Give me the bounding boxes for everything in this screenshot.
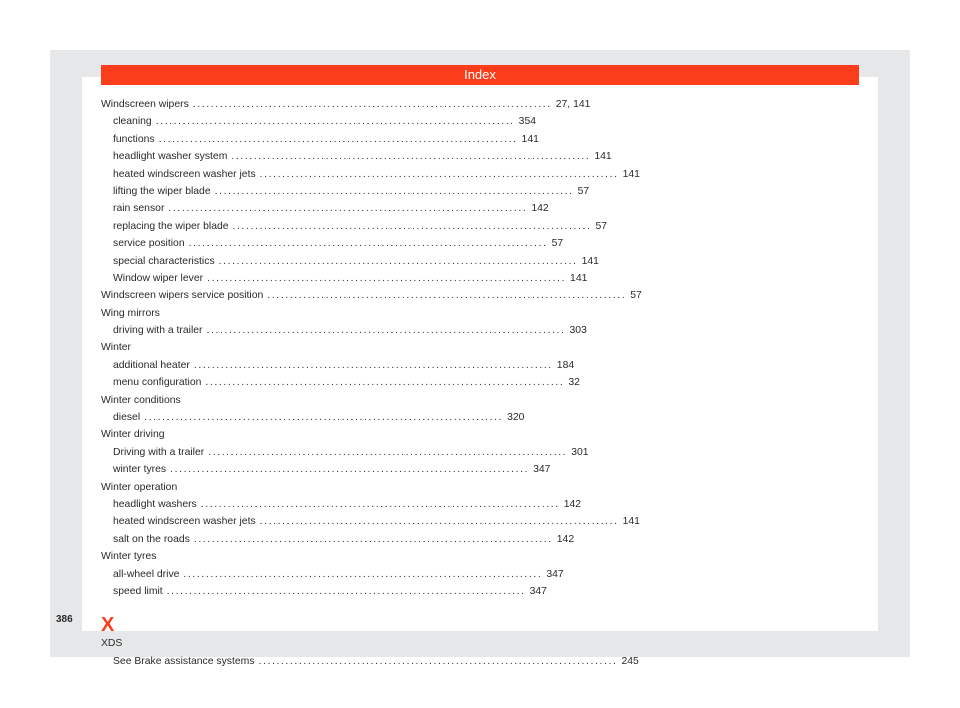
index-subentry [101, 151, 612, 168]
index-page-ref: 27, 141 [555, 99, 591, 110]
leader-dots: ................................................................................ [267, 290, 627, 302]
index-subentry [101, 185, 590, 203]
index-subentry [101, 203, 549, 220]
index-term: cleaning [113, 116, 152, 128]
index-page-ref: 141 [622, 168, 640, 180]
index-subentry [101, 220, 608, 238]
leader-dots: ................................................................................ [158, 133, 518, 145]
index-term: winter tyres [113, 464, 167, 476]
index-page-ref: 141 [581, 255, 599, 267]
index-heading [101, 429, 343, 446]
leader-dots: ................................................................................ [218, 255, 578, 267]
index-page-ref: 141 [521, 133, 539, 145]
index-page-ref: 141 [622, 516, 640, 528]
index-page-ref: 142 [563, 498, 582, 510]
leader-dots: ................................................................................ [200, 498, 560, 510]
index-page-ref: 347 [529, 585, 547, 597]
leader-dots: ................................................................................ [193, 359, 553, 371]
leader-dots: ................................................................................ [170, 464, 530, 476]
index-term: Wing mirrors [101, 307, 160, 319]
index-term: heated windscreen washer jets [113, 168, 256, 180]
index-term: Winter [101, 342, 132, 354]
index-header: Index [101, 65, 859, 85]
index-term: special characteristics [113, 255, 215, 267]
index-term: salt on the roads [113, 533, 190, 545]
index-page-ref: 184 [556, 359, 575, 371]
index-page-ref: 301 [571, 446, 589, 458]
index-subentry [101, 533, 575, 551]
index-term: Window wiper lever [113, 272, 204, 284]
index-heading [101, 308, 343, 325]
index-heading [101, 482, 343, 499]
index-term: headlight washer system [113, 151, 228, 163]
index-subentry [101, 325, 587, 342]
index-term: heated windscreen washer jets [113, 516, 256, 528]
page-number: 386 [56, 614, 73, 625]
index-term: Winter operation [101, 481, 178, 493]
index-term: all-wheel drive [113, 568, 180, 580]
index-term: rain sensor [113, 203, 165, 215]
index-term: speed limit [113, 585, 163, 597]
index-subentry [101, 116, 537, 133]
index-term: lifting the wiper blade [113, 185, 211, 197]
index-group-x [101, 638, 639, 673]
index-term: Driving with a trailer [113, 446, 205, 458]
index-term: functions [113, 133, 155, 145]
leader-dots: ................................................................................ [166, 585, 526, 597]
index-term: Windscreen wipers service position [101, 290, 264, 302]
index-subentry [101, 446, 589, 464]
index-term: Windscreen wipers [101, 99, 189, 110]
index-term: Winter driving [101, 429, 165, 441]
index-page-ref: 347 [546, 568, 564, 580]
index-entry [101, 290, 642, 307]
index-subentry [101, 377, 580, 394]
index-subentry [101, 359, 575, 377]
index-heading [101, 638, 343, 655]
leader-dots: ................................................................................ [155, 116, 515, 128]
leader-dots: ................................................................................ [183, 568, 543, 580]
index-term: diesel [113, 412, 141, 424]
index-term: service position [113, 238, 185, 250]
index-page-ref: 320 [507, 412, 525, 424]
index-subentry [101, 655, 639, 673]
index-page-ref: 142 [531, 203, 549, 215]
index-term: replacing the wiper blade [113, 220, 229, 232]
leader-dots: ................................................................................ [168, 203, 528, 215]
index-subentry [101, 272, 588, 290]
index-subentry [101, 464, 551, 481]
index-term: Winter conditions [101, 394, 181, 406]
index-subentry [101, 412, 525, 429]
index-heading [101, 551, 343, 568]
index-term: Winter tyres [101, 551, 157, 563]
index-list [101, 99, 642, 673]
leader-dots: ................................................................................ [193, 533, 553, 545]
index-entry [101, 99, 591, 116]
index-subentry [101, 516, 640, 533]
index-term: menu configuration [113, 377, 202, 389]
index-subentry [101, 238, 564, 255]
index-page-ref: 57 [577, 185, 590, 197]
index-subentry [101, 585, 547, 603]
index-term: XDS [101, 638, 123, 650]
leader-dots: ................................................................................ [192, 99, 552, 110]
index-page-ref: 142 [556, 533, 575, 545]
index-page-ref: 57 [595, 220, 608, 232]
leader-dots: ................................................................................ [207, 272, 567, 284]
leader-dots: ................................................................................ [259, 168, 619, 180]
index-group-w [101, 99, 642, 603]
leader-dots: ................................................................................ [188, 238, 548, 250]
leader-dots: ................................................................................ [144, 412, 504, 424]
index-subentry [101, 498, 582, 516]
index-page-ref: 303 [569, 325, 587, 337]
index-term: additional heater [113, 359, 190, 371]
leader-dots: ................................................................................ [214, 185, 574, 197]
index-page-ref: 347 [533, 464, 551, 476]
index-page-ref: 245 [621, 655, 639, 667]
leader-dots: ................................................................................ [231, 151, 591, 163]
index-subentry [101, 568, 564, 586]
index-subentry [101, 255, 599, 273]
leader-dots: ................................................................................ [205, 377, 565, 389]
leader-dots: ................................................................................ [258, 655, 618, 667]
section-letter: X [101, 614, 115, 637]
index-page-ref: 141 [594, 151, 612, 163]
index-page-ref: 57 [630, 290, 642, 302]
leader-dots: ................................................................................ [206, 325, 566, 337]
leader-dots: ................................................................................ [259, 516, 619, 528]
index-heading [101, 342, 343, 359]
index-page-ref: 141 [570, 272, 588, 284]
index-subentry [101, 168, 640, 186]
index-page-ref: 354 [518, 116, 537, 128]
index-subentry [101, 133, 539, 151]
leader-dots: ................................................................................ [232, 220, 592, 232]
index-page-ref: 57 [551, 238, 564, 250]
index-term: See Brake assistance systems [113, 655, 255, 667]
index-term: driving with a trailer [113, 325, 203, 337]
leader-dots: ................................................................................ [208, 446, 568, 458]
index-heading [101, 395, 343, 412]
index-term: headlight washers [113, 498, 197, 510]
index-page-ref: 32 [568, 377, 580, 389]
